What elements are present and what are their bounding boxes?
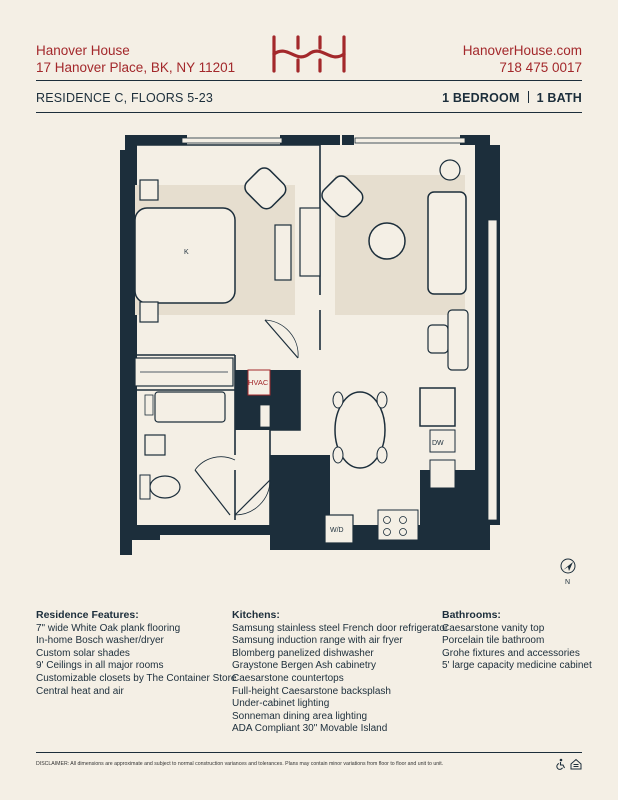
entry-door [235,480,270,515]
residence-features-title: Residence Features: [36,609,139,621]
wd-label: W/D [330,527,344,534]
equal-housing-icon [570,758,582,770]
hvac-label: HVAC [248,378,269,387]
side-table [440,160,460,180]
bathroom-features-title: Bathrooms: [442,609,501,621]
feature-item: ADA Compliant 30" Movable Island [232,723,388,735]
bed-bath-separator [528,91,529,103]
feature-item: Grohe fixtures and accessories [442,647,580,659]
building-name: Hanover House [36,43,130,58]
header-divider [36,80,582,81]
sofa [428,192,466,294]
residence-features [36,609,236,698]
north-arrow-icon [560,558,576,586]
refrigerator [420,388,455,426]
coffee-table [369,223,405,259]
floor-plan [120,130,500,560]
range [378,510,418,540]
armchair-right [448,310,468,370]
feature-item: Samsung stainless steel French door refrigerator [232,622,449,634]
dw-label: DW [432,440,444,447]
vanity-sink [145,435,165,455]
building-info [36,42,235,76]
feature-item: In-home Bosch washer/dryer [36,635,164,647]
linen-shelf [260,405,270,427]
toilet [150,476,180,498]
media-console [300,208,320,276]
feature-item: Central heat and air [36,685,124,697]
feature-item: Caesarstone countertops [232,672,344,684]
feature-item: 5' large capacity medicine cabinet [442,660,592,672]
kitchen-sink [430,460,455,488]
feature-item: Full-height Caesarstone backsplash [232,685,391,697]
bedroom-door [265,320,298,358]
feature-item: Graystone Bergen Ash cabinetry [232,660,376,672]
feature-item: Blomberg panelized dishwasher [232,647,374,659]
window-top-left [182,138,282,143]
bathroom-features [442,609,592,673]
king-label: K [184,249,189,256]
feature-item: 9' Ceilings in all major rooms [36,660,164,672]
phone-number[interactable]: 718 475 0017 [499,60,582,75]
bathtub [155,392,225,422]
window-top-right [355,138,465,143]
bedroom-count: 1 BEDROOM [442,91,520,105]
residence-title: RESIDENCE C, FLOORS 5-23 [36,91,214,105]
feature-item: Caesarstone vanity top [442,622,545,634]
footer-divider [36,752,582,753]
feature-item: Sonneman dining area lighting [232,710,368,722]
contact-info [463,42,582,76]
disclaimer-text: DISCLAIMER: All dimensions are approximate and subject to normal construction variances and tolerances. Plans may contain minor variations from floor to floor and unit to unit. [36,761,444,767]
window-right [488,220,497,520]
armchair-left [428,325,448,353]
bath-count: 1 BATH [536,91,582,105]
building-address: 17 Hanover Place, BK, NY 11201 [36,60,236,75]
kitchen-features-title: Kitchens: [232,609,280,621]
feature-item: Samsung induction range with air fryer [232,635,403,647]
bath-door [195,470,230,515]
dresser [275,225,291,280]
feature-item: Porcelain tile bathroom [442,635,545,647]
nightstand-top [140,180,158,200]
title-divider [36,112,582,113]
wheelchair-icon [555,758,567,770]
feature-item: 7" wide White Oak plank flooring [36,622,181,634]
feature-item: Under-cabinet lighting [232,698,330,710]
nightstand-bottom [140,302,158,322]
hh-logo-icon [268,34,350,74]
kitchen-features [232,609,448,736]
feature-item: Custom solar shades [36,647,130,659]
bath-door-swing [195,457,235,470]
bed-bath-summary [442,91,582,105]
north-label: N [565,579,571,586]
website-link[interactable]: HanoverHouse.com [462,43,582,58]
feature-item: Customizable closets by The Container Store [36,672,237,684]
accessibility-icons [555,758,582,773]
